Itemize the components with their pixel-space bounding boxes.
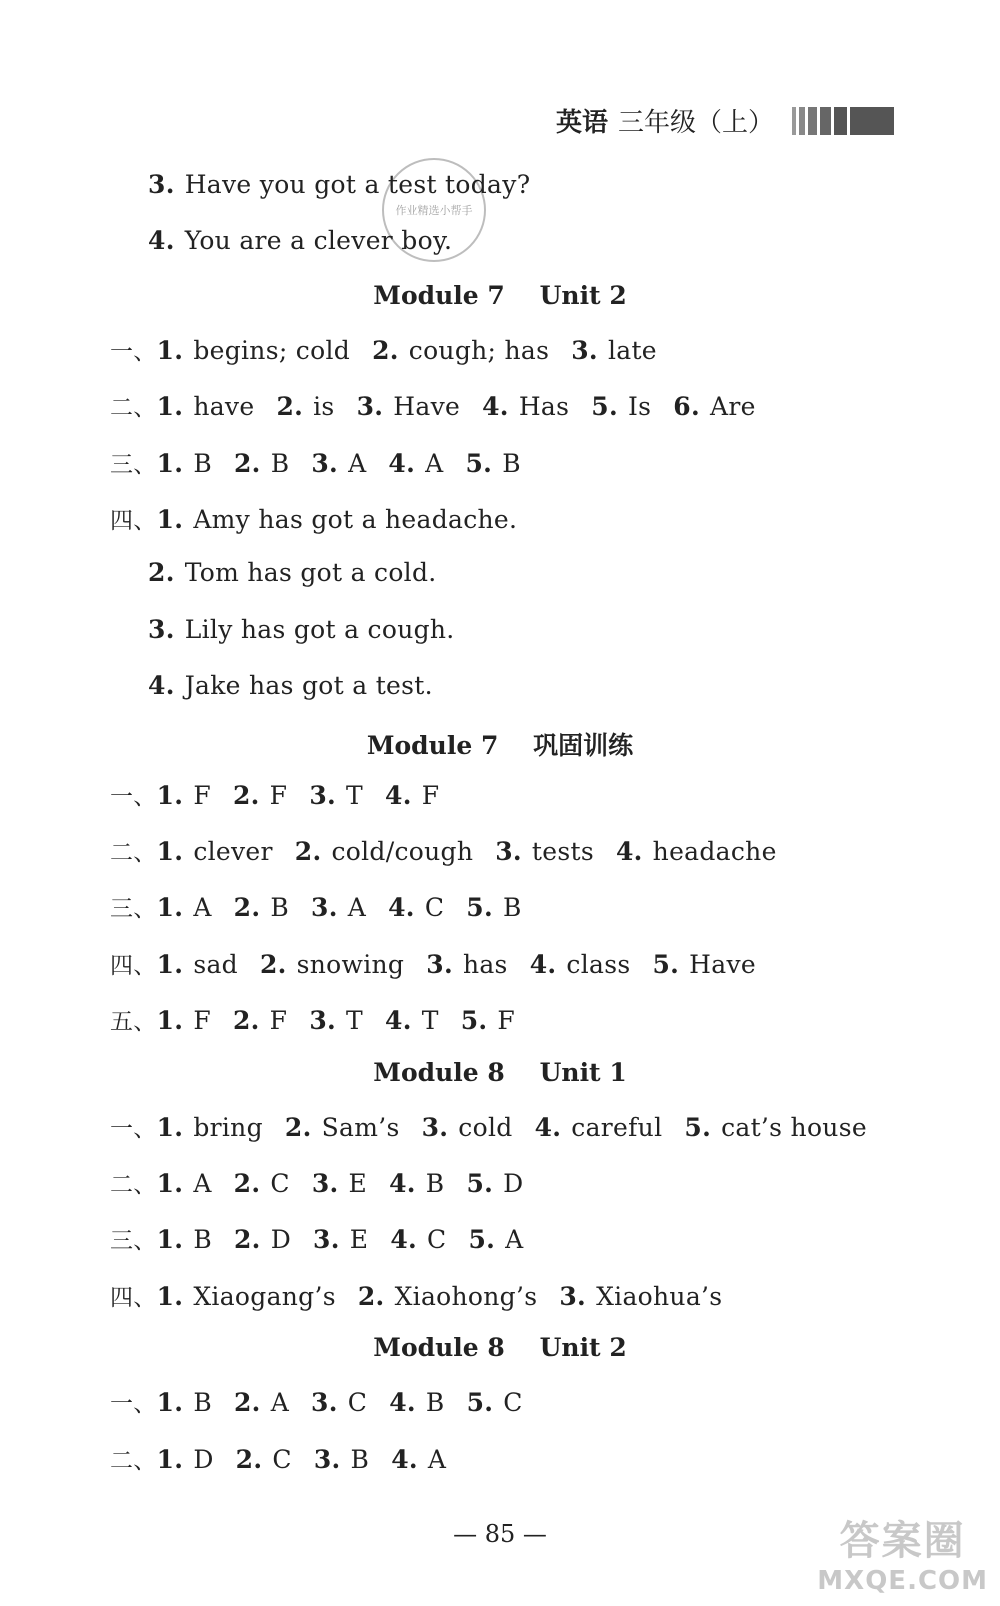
item-number: 2.: [233, 1225, 261, 1255]
item-answer: F: [193, 780, 211, 810]
item-number: 3.: [356, 392, 384, 422]
question-group-label: 四、: [110, 508, 157, 534]
answer-line: [110, 502, 539, 535]
item-answer: You are a clever boy.: [184, 226, 453, 256]
item-answer: Sam’s: [321, 1112, 400, 1142]
item-answer: is: [313, 392, 335, 422]
item-number: 3.: [311, 448, 339, 478]
item-answer: C: [503, 1388, 523, 1418]
item-answer: Have: [689, 949, 756, 979]
item-number: 3.: [421, 1112, 449, 1142]
item-number: 2.: [233, 893, 261, 923]
item-answer: begins; cold: [193, 335, 351, 365]
item-answer: Lily has got a cough.: [184, 614, 455, 644]
item-answer: Have you got a test today?: [184, 170, 531, 199]
item-number: 4.: [529, 949, 557, 979]
item-answer: cold/cough: [331, 837, 474, 866]
item-number: 5.: [466, 893, 493, 923]
question-group-label: 五、: [110, 1009, 157, 1036]
item-answer: Are: [709, 392, 756, 422]
answer-line: [110, 890, 544, 923]
page-number: — 85 —: [453, 1520, 547, 1548]
item-number: 6.: [673, 392, 700, 422]
item-answer: F: [193, 1006, 211, 1036]
item-number: 1.: [156, 1112, 184, 1142]
section-heading: Module 8 Unit 1: [373, 1057, 627, 1087]
answer-line: [110, 834, 799, 867]
item-answer: F: [421, 780, 440, 810]
item-number: 2.: [284, 1112, 312, 1142]
answer-line: [110, 1166, 546, 1199]
answer-line: [110, 1110, 889, 1143]
item-number: 4.: [385, 780, 412, 810]
item-number: 2.: [232, 780, 260, 810]
item-answer: F: [269, 1006, 288, 1036]
watermark-url: MXQE.COM: [817, 1566, 988, 1596]
item-number: 4.: [148, 226, 175, 256]
item-answer: B: [270, 448, 290, 478]
item-number: 4.: [388, 893, 415, 923]
item-answer: T: [346, 780, 364, 810]
item-number: 1.: [156, 448, 184, 478]
answer-line: [110, 1003, 537, 1036]
item-number: 3.: [311, 893, 338, 923]
question-group-label: 四、: [110, 952, 157, 979]
item-number: 3.: [426, 949, 453, 979]
item-answer: Jake has got a test.: [184, 671, 433, 701]
item-number: 4.: [482, 392, 509, 422]
item-number: 3.: [309, 780, 337, 810]
item-number: 3.: [313, 1444, 341, 1474]
answer-line: [110, 1385, 545, 1418]
item-answer: F: [497, 1006, 516, 1036]
item-answer: B: [270, 893, 290, 923]
item-answer: Has: [518, 392, 570, 422]
item-answer: A: [193, 1169, 212, 1198]
question-group-label: 三、: [110, 1228, 157, 1255]
item-number: 1.: [156, 392, 184, 422]
answer-line: [148, 170, 530, 199]
item-answer: A: [348, 448, 367, 478]
item-number: 5.: [591, 392, 618, 422]
item-answer: Xiaogang’s: [193, 1281, 336, 1311]
item-answer: T: [346, 1006, 364, 1036]
item-answer: E: [349, 1225, 369, 1255]
item-number: 1.: [156, 780, 184, 810]
question-group-label: 三、: [110, 896, 157, 923]
item-number: 5.: [468, 1225, 496, 1255]
item-answer: C: [424, 893, 445, 923]
item-number: 2.: [294, 837, 322, 866]
item-answer: Is: [627, 392, 652, 422]
item-number: 5.: [460, 1006, 488, 1036]
item-answer: B: [502, 893, 522, 923]
item-number: 2.: [276, 392, 304, 422]
item-answer: Have: [393, 392, 461, 422]
item-number: 4.: [390, 1225, 418, 1255]
item-number: 5.: [466, 1388, 494, 1418]
item-answer: cough; has: [408, 335, 550, 365]
item-answer: D: [193, 1444, 214, 1474]
item-answer: Xiaohong’s: [394, 1281, 538, 1311]
item-answer: B: [193, 1225, 212, 1255]
item-number: 4.: [385, 1006, 412, 1036]
item-number: 1.: [156, 1281, 184, 1311]
item-answer: careful: [571, 1112, 663, 1142]
item-number: 1.: [156, 1225, 184, 1255]
item-answer: E: [348, 1169, 368, 1198]
item-answer: A: [193, 893, 212, 923]
item-answer: class: [566, 949, 631, 979]
item-number: 1.: [156, 505, 184, 534]
answer-line: [110, 1442, 468, 1475]
item-number: 4.: [391, 1444, 418, 1474]
item-answer: Tom has got a cold.: [184, 558, 437, 588]
page-header: [556, 102, 894, 139]
item-number: 4.: [148, 671, 175, 701]
item-answer: B: [350, 1444, 370, 1474]
section-heading: Module 7 巩固训练: [366, 730, 634, 760]
item-answer: sad: [193, 949, 238, 979]
item-number: 2.: [232, 1006, 260, 1036]
item-answer: tests: [531, 837, 594, 866]
item-answer: A: [505, 1225, 524, 1255]
answer-line: [148, 226, 452, 255]
item-number: 2.: [357, 1281, 385, 1311]
item-number: 4.: [389, 1169, 416, 1198]
item-number: 3.: [313, 1225, 340, 1255]
answer-line: [148, 558, 459, 587]
question-group-label: 二、: [110, 1172, 157, 1198]
item-number: 1.: [156, 837, 184, 866]
item-answer: B: [425, 1169, 445, 1198]
item-number: 1.: [156, 893, 184, 923]
item-number: 2.: [233, 1169, 261, 1198]
answer-line: [110, 778, 461, 811]
item-number: 4.: [389, 1388, 416, 1418]
item-answer: C: [427, 1225, 447, 1255]
item-number: 1.: [156, 1444, 184, 1474]
item-answer: F: [269, 780, 288, 810]
item-answer: C: [347, 1388, 368, 1418]
item-number: 5.: [652, 949, 680, 979]
item-number: 3.: [495, 837, 522, 866]
item-number: 5.: [465, 448, 493, 478]
question-group-label: 二、: [110, 840, 157, 866]
item-number: 1.: [156, 1169, 184, 1198]
question-group-label: 一、: [110, 783, 157, 810]
item-answer: cat’s house: [721, 1112, 867, 1142]
item-number: 2.: [233, 1388, 261, 1418]
item-number: 1.: [156, 949, 184, 979]
item-number: 3.: [311, 1388, 338, 1418]
answer-line: [110, 446, 543, 479]
item-answer: clever: [193, 837, 273, 866]
question-group-label: 四、: [110, 1284, 157, 1311]
item-answer: snowing: [296, 949, 405, 979]
section-heading: Module 8 Unit 2: [373, 1333, 627, 1363]
item-answer: A: [427, 1444, 447, 1474]
answer-line: [148, 615, 477, 644]
item-number: 3.: [571, 335, 598, 365]
item-answer: Amy has got a headache.: [193, 505, 518, 534]
question-group-label: 二、: [110, 395, 157, 422]
item-answer: C: [270, 1169, 290, 1198]
answer-line: [110, 389, 778, 422]
item-answer: B: [193, 448, 212, 478]
item-answer: late: [607, 335, 657, 365]
item-answer: D: [503, 1169, 524, 1198]
item-number: 1.: [156, 1006, 184, 1036]
item-answer: B: [425, 1388, 445, 1418]
question-group-label: 一、: [110, 338, 157, 365]
stamp-seal: 作业精选小帮手: [382, 158, 486, 262]
item-answer: T: [421, 1006, 439, 1036]
answer-line: [110, 1222, 546, 1255]
item-number: 2.: [233, 448, 261, 478]
item-number: 4.: [615, 837, 643, 866]
question-group-label: 一、: [110, 1391, 157, 1418]
item-number: 3.: [559, 1281, 587, 1311]
item-answer: have: [193, 392, 255, 422]
item-number: 1.: [156, 335, 184, 365]
item-number: 3.: [311, 1169, 339, 1198]
question-group-label: 三、: [110, 451, 157, 478]
item-number: 5.: [684, 1112, 712, 1142]
answer-line: [110, 1279, 744, 1312]
grade-label: 三年级（上）: [618, 108, 775, 138]
item-number: 3.: [309, 1006, 337, 1036]
item-number: 4.: [534, 1112, 562, 1142]
answer-line: [148, 671, 455, 700]
item-answer: A: [270, 1388, 290, 1418]
item-number: 4.: [388, 448, 416, 478]
item-number: 5.: [466, 1169, 494, 1198]
answer-line: [110, 947, 778, 980]
item-answer: A: [425, 448, 444, 478]
item-number: 2.: [259, 949, 287, 979]
item-number: 2.: [235, 1444, 263, 1474]
answer-line: [110, 333, 679, 366]
header-decoration: [792, 107, 894, 135]
item-answer: bring: [193, 1112, 263, 1142]
item-answer: headache: [652, 837, 777, 866]
item-answer: D: [270, 1225, 292, 1255]
item-number: 3.: [148, 170, 175, 199]
item-number: 3.: [148, 614, 175, 644]
item-answer: Xiaohua’s: [596, 1281, 723, 1311]
item-answer: cold: [458, 1112, 513, 1142]
item-number: 2.: [372, 335, 399, 365]
watermark-logo: 答案圈: [839, 1518, 966, 1564]
item-answer: C: [272, 1444, 292, 1474]
item-answer: B: [502, 448, 521, 478]
question-group-label: 一、: [110, 1115, 157, 1142]
section-heading: Module 7 Unit 2: [373, 280, 627, 310]
watermark: [817, 1509, 988, 1596]
question-group-label: 二、: [110, 1447, 157, 1474]
subject-title: 英语: [556, 108, 609, 138]
item-answer: B: [193, 1388, 212, 1418]
item-answer: has: [462, 949, 508, 979]
item-answer: A: [347, 893, 367, 923]
item-number: 2.: [148, 558, 175, 588]
item-number: 1.: [156, 1388, 184, 1418]
